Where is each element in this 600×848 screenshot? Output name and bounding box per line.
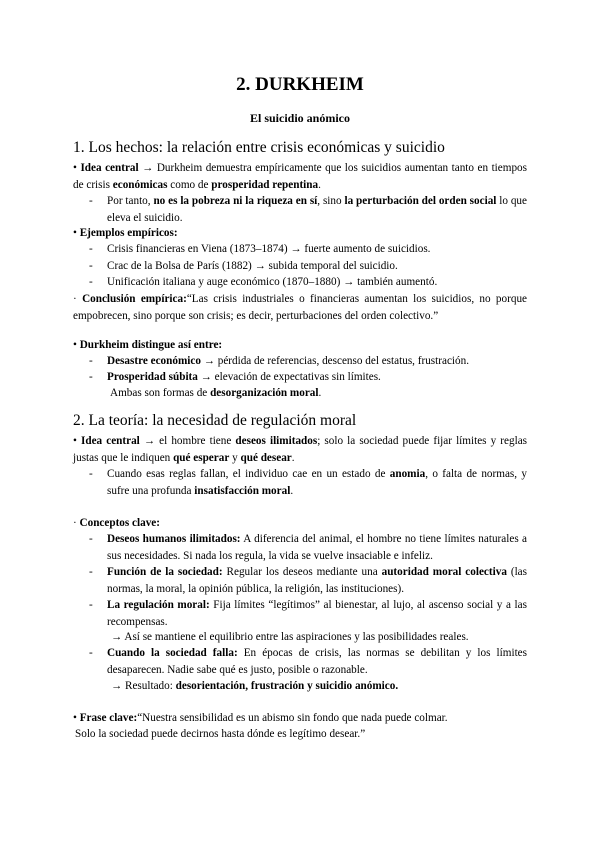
s1-idea-bold: económicas — [112, 178, 168, 191]
s1-idea-bold: prosperidad repentina — [211, 178, 319, 191]
text: . — [290, 484, 294, 497]
list-item — [89, 274, 527, 291]
section-2-heading: 2. La teoría: la necesidad de regulación moral — [73, 412, 357, 429]
text: , o falta de normas, y sufre una profunda — [107, 468, 527, 497]
dash-marker: - — [89, 276, 93, 288]
text: → Resultado: — [111, 680, 176, 692]
concept-text — [107, 564, 527, 597]
dist-text — [107, 353, 527, 370]
concept-item — [89, 645, 527, 678]
bold-text: Prosperidad súbita → — [107, 371, 212, 383]
text: (las normas, la moral, la opinión pública, la religión, las instituciones). — [107, 566, 528, 595]
s1-idea-label: Idea central — [80, 162, 139, 174]
s2-idea-label: Idea central — [81, 435, 140, 447]
bullet: • — [73, 227, 77, 239]
s2-concepts-line — [73, 515, 527, 532]
page-subtitle: El suicidio anómico — [249, 111, 350, 125]
bold-text: Función de la sociedad: — [107, 566, 223, 578]
text: A diferencia del animal, el hombre no tiene límites naturales a sus necesidades. Si nada los regula, la vida se vuelve insaciable e infeliz. — [107, 533, 527, 562]
concept-item — [89, 531, 527, 564]
s1-conclusion-text: “Las crisis industriales o financieras aumentan los suicidios, no porque empobrecen, sino porque son crisis; es decir, perturbaciones del orden colectivo.” — [73, 293, 528, 322]
s1-conclusion-paragraph — [73, 291, 527, 324]
dash-marker: - — [89, 243, 93, 255]
s1-sub-text — [107, 193, 527, 226]
bold-text: desorientación, frustración y suicidio anómico. — [175, 680, 399, 692]
bold-text: insatisfacción moral — [194, 484, 291, 497]
s2-concepts-label: Conceptos clave: — [79, 517, 161, 529]
section-1-heading: 1. Los hechos: la relación entre crisis económicas y suicidio — [73, 139, 445, 156]
s1-examples-label: Ejemplos empíricos: — [79, 227, 178, 239]
dash-marker: - — [89, 468, 93, 480]
bullet: • — [73, 712, 77, 724]
concept-item — [89, 564, 527, 597]
s1-idea-text: . — [318, 178, 321, 191]
key-phrase — [73, 710, 527, 727]
dash-marker: - — [89, 195, 93, 207]
s1-idea-text: → Durkheim demuestra empíricamente que los suicidios aumentan tanto en tiempos de crisis — [73, 162, 528, 191]
bold-text: La regulación moral: — [107, 599, 210, 611]
concept-text — [107, 531, 527, 564]
bold-text: la perturbación del orden social — [344, 195, 497, 207]
text: Por tanto, — [107, 195, 154, 207]
concept-text — [107, 645, 527, 678]
text: Fija límites “legítimos” al bienestar, al lujo, al ascenso social y a las recompensas. — [107, 599, 527, 628]
dash-marker: - — [89, 355, 93, 367]
text: Cuando esas reglas fallan, el individuo cae en un estado de — [107, 468, 390, 480]
text: , sino — [317, 195, 345, 207]
s1-idea-paragraph — [73, 160, 527, 193]
bold-text: qué esperar — [173, 451, 230, 464]
list-item — [89, 241, 527, 258]
key-phrase-label: Frase clave: — [79, 712, 138, 724]
text: . — [291, 451, 295, 464]
bullet: • — [73, 435, 77, 447]
s1-conclusion-label: Conclusión empírica: — [82, 293, 187, 305]
dash-marker: - — [89, 599, 93, 611]
dist-text — [107, 369, 527, 386]
text: Regular los deseos mediante una — [222, 566, 382, 578]
dash-marker: - — [89, 533, 93, 545]
bullet: · — [73, 517, 77, 529]
text: Ambas son formas de — [110, 387, 211, 399]
dist-note — [110, 385, 530, 402]
dash-marker: - — [89, 566, 93, 578]
list-item — [89, 369, 527, 386]
bold-text: anomia — [389, 468, 426, 480]
concept-note: → Así se mantiene el equilibrio entre las aspiraciones y las posibilidades reales. — [111, 631, 469, 643]
s2-idea-paragraph — [73, 433, 527, 466]
key-phrase-line-2: Solo la sociedad puede decirnos hasta dónde es legítimo desear.” — [75, 728, 366, 740]
text: . — [318, 387, 322, 399]
bold-text: Deseos humanos ilimitados: — [107, 533, 241, 545]
bold-text: desorganización moral — [210, 387, 319, 399]
example-text: Unificación italiana y auge económico (1870–1880) → también aumentó. — [107, 276, 438, 288]
s2-sub-text — [107, 466, 527, 499]
text: En épocas de crisis, las normas se debilitan y los límites desaparecen. Nadie sabe qué es justo, posible o razonable. — [107, 647, 527, 676]
s2-sub-point — [89, 466, 527, 499]
bullet: • — [73, 339, 77, 351]
concept-text — [107, 597, 527, 630]
example-text: Crisis financieras en Viena (1873–1874) → fuerte aumento de suicidios. — [107, 243, 431, 255]
page-title: 2. DURKHEIM — [236, 74, 364, 95]
s1-examples-label-line — [73, 225, 527, 242]
text: y — [229, 451, 241, 464]
s1-distinguish-label: Durkheim distingue así entre: — [79, 339, 223, 351]
text: elevación de expectativas sin límites. — [211, 371, 381, 383]
bullet: • — [73, 162, 77, 174]
dash-marker: - — [89, 260, 93, 272]
text: → el hombre tiene — [139, 435, 236, 447]
text: ; solo la sociedad puede fijar límites y reglas justas que le indiquen — [73, 435, 528, 464]
text: pérdida de referencias, descenso del estatus, frustración. — [214, 355, 470, 367]
example-text: Crac de la Bolsa de París (1882) → subida temporal del suicidio. — [107, 260, 398, 272]
text: lo que eleva el suicidio. — [107, 195, 527, 224]
bold-text: Desastre económico → — [107, 355, 215, 367]
dash-marker: - — [89, 371, 93, 383]
bold-text: autoridad moral colectiva — [381, 566, 507, 578]
list-item — [89, 258, 527, 275]
s1-sub-point — [89, 193, 527, 226]
bold-text: qué desear — [240, 451, 292, 464]
s1-idea-text: como de — [167, 178, 212, 191]
key-phrase-line-1: “Nuestra sensibilidad es un abismo sin fondo que nada puede colmar. — [137, 712, 448, 724]
concept-item — [89, 597, 527, 630]
s1-distinguish-line — [73, 337, 527, 354]
bold-text: no es la pobreza ni la riqueza en sí — [153, 195, 318, 207]
dash-marker: - — [89, 647, 93, 659]
bold-text: deseos ilimitados — [235, 435, 318, 447]
bold-text: Cuando la sociedad falla: — [107, 647, 238, 659]
concept-note — [111, 678, 531, 695]
list-item — [89, 353, 527, 370]
bullet: · — [73, 293, 77, 305]
